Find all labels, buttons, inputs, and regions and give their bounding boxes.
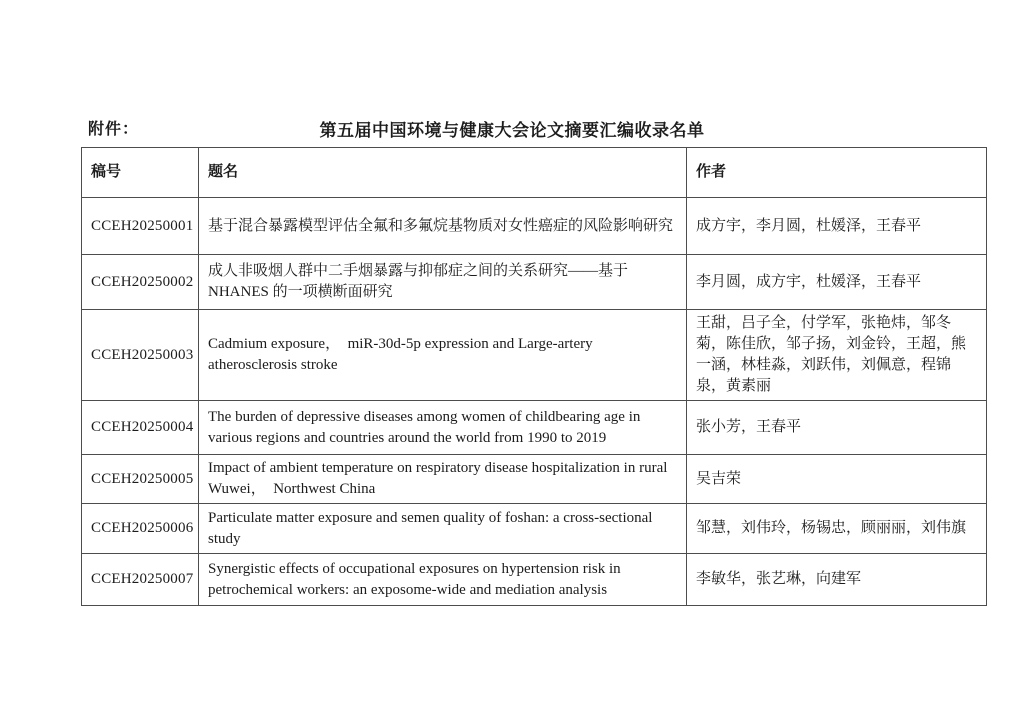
table-row <box>82 455 987 504</box>
paper-authors: 王甜，吕子全，付学军，张艳炜，邹冬菊，陈佳欣，邹子扬，刘金铃，王超，熊一涵，林桂淼，刘跃伟，刘佩意，程锦泉，黄素丽 <box>687 310 987 401</box>
manuscript-id: CCEH20250004 <box>82 401 199 455</box>
attachment-label: 附件： <box>88 121 140 138</box>
page-title: 第五届中国环境与健康大会论文摘要汇编收录名单 <box>319 121 705 140</box>
table-row <box>82 255 987 310</box>
document-header <box>0 116 1024 142</box>
paper-title: Impact of ambient temperature on respiratory disease hospitalization in rural Wuwei， Northwest China <box>199 455 687 504</box>
paper-title: 基于混合暴露模型评估全氟和多氟烷基物质对女性癌症的风险影响研究 <box>199 198 687 255</box>
table-row <box>82 504 987 554</box>
table-row <box>82 198 987 255</box>
manuscript-id: CCEH20250006 <box>82 504 199 554</box>
column-header-id: 稿号 <box>82 148 199 198</box>
paper-title: Synergistic effects of occupational exposures on hypertension risk in petrochemical workers: an exposome-wide and mediation analysis <box>199 554 687 606</box>
manuscript-id: CCEH20250001 <box>82 198 199 255</box>
paper-authors: 吴吉荣 <box>687 455 987 504</box>
manuscript-id: CCEH20250005 <box>82 455 199 504</box>
paper-title: 成人非吸烟人群中二手烟暴露与抑郁症之间的关系研究——基于 NHANES 的一项横断面研究 <box>199 255 687 310</box>
paper-authors: 李月圆，成方宇，杜媛泽，王春平 <box>687 255 987 310</box>
paper-title: The burden of depressive diseases among women of childbearing age in various regions and countries around the world from 1990 to 2019 <box>199 401 687 455</box>
table-row <box>82 554 987 606</box>
paper-title: Cadmium exposure， miR-30d-5p expression and Large-artery atherosclerosis stroke <box>199 310 687 401</box>
column-header-title: 题名 <box>199 148 687 198</box>
paper-authors: 成方宇，李月圆，杜媛泽，王春平 <box>687 198 987 255</box>
manuscript-id: CCEH20250002 <box>82 255 199 310</box>
paper-title: Particulate matter exposure and semen quality of foshan: a cross-sectional study <box>199 504 687 554</box>
paper-authors: 邹慧，刘伟玲，杨锡忠，顾丽丽，刘伟旗 <box>687 504 987 554</box>
table-row <box>82 310 987 401</box>
table-row <box>82 401 987 455</box>
table-header-row <box>82 148 987 198</box>
paper-roster-table <box>81 147 987 606</box>
manuscript-id: CCEH20250007 <box>82 554 199 606</box>
column-header-authors: 作者 <box>687 148 987 198</box>
paper-authors: 李敏华，张艺琳，向建军 <box>687 554 987 606</box>
paper-authors: 张小芳，王春平 <box>687 401 987 455</box>
manuscript-id: CCEH20250003 <box>82 310 199 401</box>
